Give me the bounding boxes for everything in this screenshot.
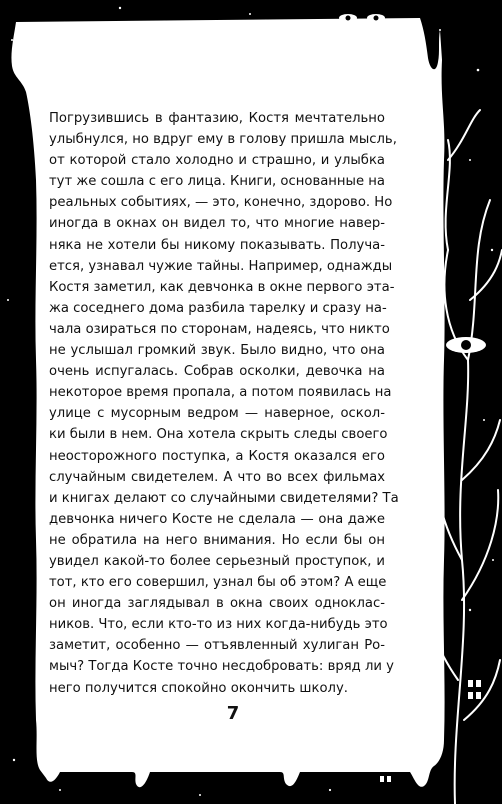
text-line: тот, кто его совершил, узнал бы об этом? А еще <box>49 575 387 591</box>
text-line: чала озираться по сторонам, надеясь, что никто <box>49 321 390 337</box>
text-line: тут же сошла с его лица. Книги, основанные на <box>49 174 385 190</box>
text-line: улице с мусорным ведром — наверное, оскол- <box>49 406 385 422</box>
text-line: няка не хотели бы никому показывать. Получа- <box>49 237 385 253</box>
text-line: ется, узнавал чужие тайны. Например, однажды <box>49 258 393 274</box>
text-line: Погрузившись в фантазию, Костя мечтательно <box>49 111 385 126</box>
text-line: случайным свидетелем. А что во всех фильмах <box>49 469 385 485</box>
text-line: улыбнулся, но вдруг ему в голову пришла мысль, <box>49 132 397 148</box>
text-line: очень испугалась. Собрав осколки, девочка на <box>49 364 385 380</box>
text-line: иногда в окнах он видел то, что многие навер- <box>49 216 385 232</box>
text-line: он иногда заглядывал в окна своих одноклас- <box>49 596 385 612</box>
text-line: мыч? Тогда Косте точно несдобровать: вряд ли у <box>49 659 394 675</box>
text-line: неосторожного поступка, а Костя оказался его <box>49 448 385 464</box>
text-line: ников. Что, если кто-то из них когда-нибудь это <box>49 617 388 633</box>
text-line: реальных событиях, — это, конечно, здорово. Но <box>49 195 393 211</box>
glowing-eye-right <box>446 337 486 353</box>
page-number: 7 <box>226 703 240 724</box>
text-line: увидел какой-то более серьезный проступок, и <box>49 553 385 569</box>
text-line: не обратила на него внимания. Но если бы он <box>49 532 385 548</box>
text-line: заметит, особенно — отъявленный хулиган Ро- <box>49 638 385 654</box>
text-line: некоторое время пропала, а потом появилась на <box>49 385 392 401</box>
text-line: не услышал громкий звук. Было видно, что она <box>49 343 385 359</box>
text-line: от которой стало холодно и страшно, и улыбка <box>49 153 385 169</box>
text-line: и книгах делают со случайными свидетелями? Та <box>49 490 399 506</box>
text-line: Костя заметил, как девчонка в окне первого эта- <box>49 279 395 295</box>
text-line: него получится спокойно окончить школу. <box>49 680 348 696</box>
text-line: ки были в нем. Она хотела скрыть следы своего <box>49 427 388 443</box>
text-line: жа соседнего дома разбила тарелку и сразу на- <box>49 300 387 316</box>
story-text <box>49 108 399 699</box>
text-line: девчонка ничего Косте не сделала — она даже <box>49 511 385 527</box>
